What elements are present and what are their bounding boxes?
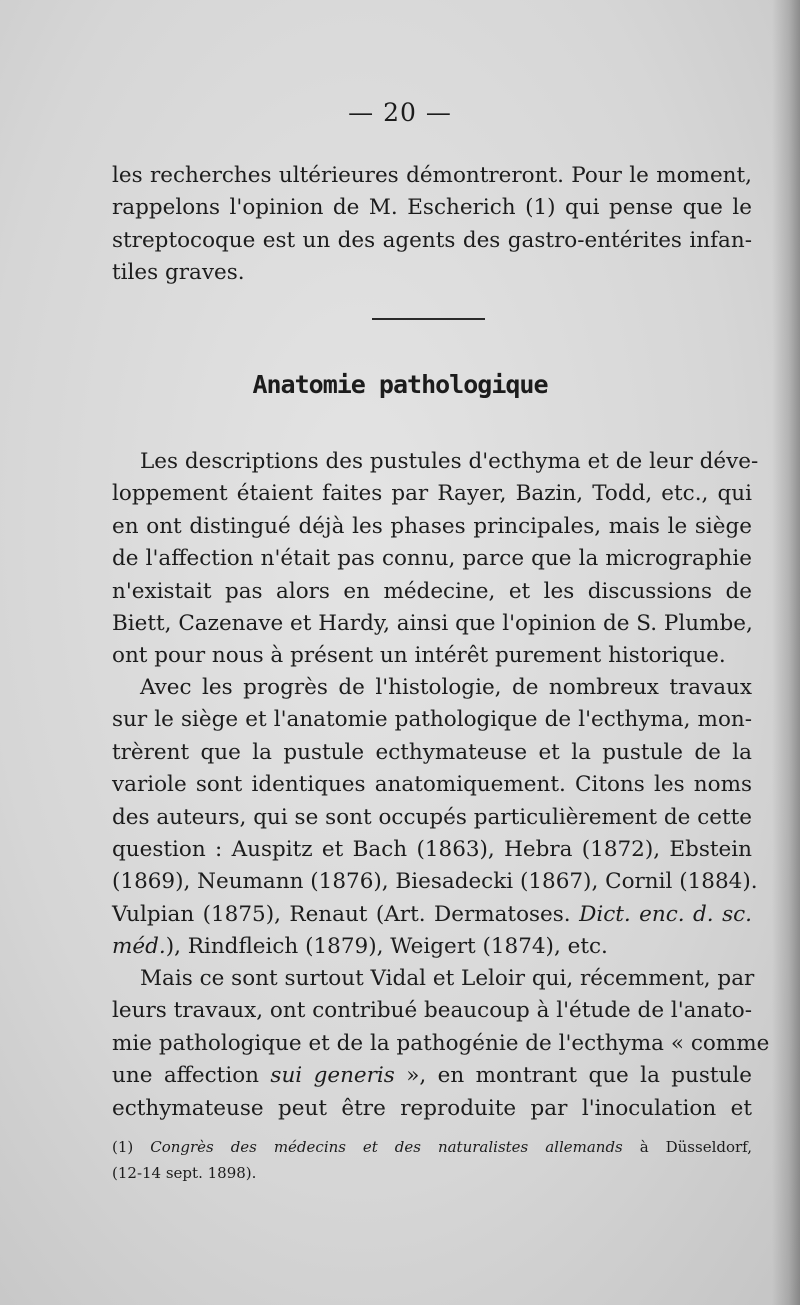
text-line: de l'affection n'était pas connu, parce que la micrographie (112, 546, 752, 572)
italic-citation: méd. (112, 934, 166, 960)
text-line (112, 1060, 752, 1092)
text-line: trèrent que la pustule ecthymateuse et la pustule de la (112, 739, 752, 765)
text-line (112, 931, 752, 963)
intro-paragraph (112, 160, 752, 290)
text-line: Les descriptions des pustules d'ecthyma et de leur déve- (140, 449, 759, 474)
text-line: (1869), Neumann (1876), Biesadecki (1867), Cornil (1884). (112, 869, 758, 895)
text-line: Mais ce sont surtout Vidal et Leloir qui, récemment, par (140, 966, 755, 991)
text-segment: ), Rindfleich (1879), Weigert (1874), etc. (165, 934, 608, 960)
text-line: ont pour nous à présent un intérêt purement historique. (112, 643, 726, 669)
text-line: sur le siège et l'anatomie pathologique de l'ecthyma, mon- (112, 707, 752, 733)
text-line: en ont distingué déjà les phases principales, mais le siège (112, 513, 752, 539)
text-line: ecthymateuse peut être reproduite par l'inoculation et (112, 1095, 752, 1121)
footnote-place: à Düsseldorf, (639, 1138, 752, 1156)
section-divider (372, 318, 485, 320)
text-line: loppement étaient faites par Rayer, Bazin, Todd, etc., qui (112, 481, 752, 507)
page-number: — 20 — (348, 98, 452, 127)
text-line: tiles graves. (112, 260, 245, 286)
italic-term: sui generis (270, 1063, 395, 1089)
text-line: rappelons l'opinion de M. Escherich (1) qui pense que le (112, 195, 752, 221)
paragraph-3 (112, 963, 770, 1125)
paragraph-2 (112, 672, 758, 964)
text-line (112, 899, 752, 931)
page-edge-shadow (772, 0, 800, 1305)
text-line: mie pathologique et de la pathogénie de l'ecthyma « comme (112, 1030, 770, 1056)
section-heading: Anatomie pathologique (252, 370, 548, 399)
text-line: variole sont identiques anatomiquement. Citons les noms (112, 772, 752, 798)
text-line: streptocoque est un des agents des gastro-entérites infan- (112, 227, 752, 253)
footnote-line (112, 1134, 752, 1160)
paragraph-1 (112, 446, 759, 673)
text-line: Avec les progrès de l'histologie, de nombreux travaux (140, 675, 752, 700)
text-line: question : Auspitz et Bach (1863), Hebra (1872), Ebstein (112, 836, 752, 862)
text-segment: Vulpian (1875), Renaut (Art. Dermatoses. (112, 901, 571, 927)
text-segment: une affection (112, 1063, 259, 1089)
italic-citation: Dict. enc. d. sc. (579, 901, 752, 927)
footnote-marker: (1) (112, 1138, 134, 1156)
text-line: leurs travaux, ont contribué beaucoup à l'étude de l'anato- (112, 998, 752, 1024)
footnote-date: (12-14 sept. 1898). (112, 1164, 257, 1182)
text-line: les recherches ultérieures démontreront. Pour le moment, (112, 163, 752, 188)
footnote (112, 1134, 752, 1186)
text-line: Biett, Cazenave et Hardy, ainsi que l'opinion de S. Plumbe, (112, 610, 753, 636)
footnote-title: Congrès des médecins et des naturalistes allemands (150, 1138, 623, 1156)
text-segment: », en montrant que la pustule (406, 1063, 753, 1089)
text-line: n'existait pas alors en médecine, et les discussions de (112, 578, 752, 604)
text-line: des auteurs, qui se sont occupés particulièrement de cette (112, 804, 752, 830)
